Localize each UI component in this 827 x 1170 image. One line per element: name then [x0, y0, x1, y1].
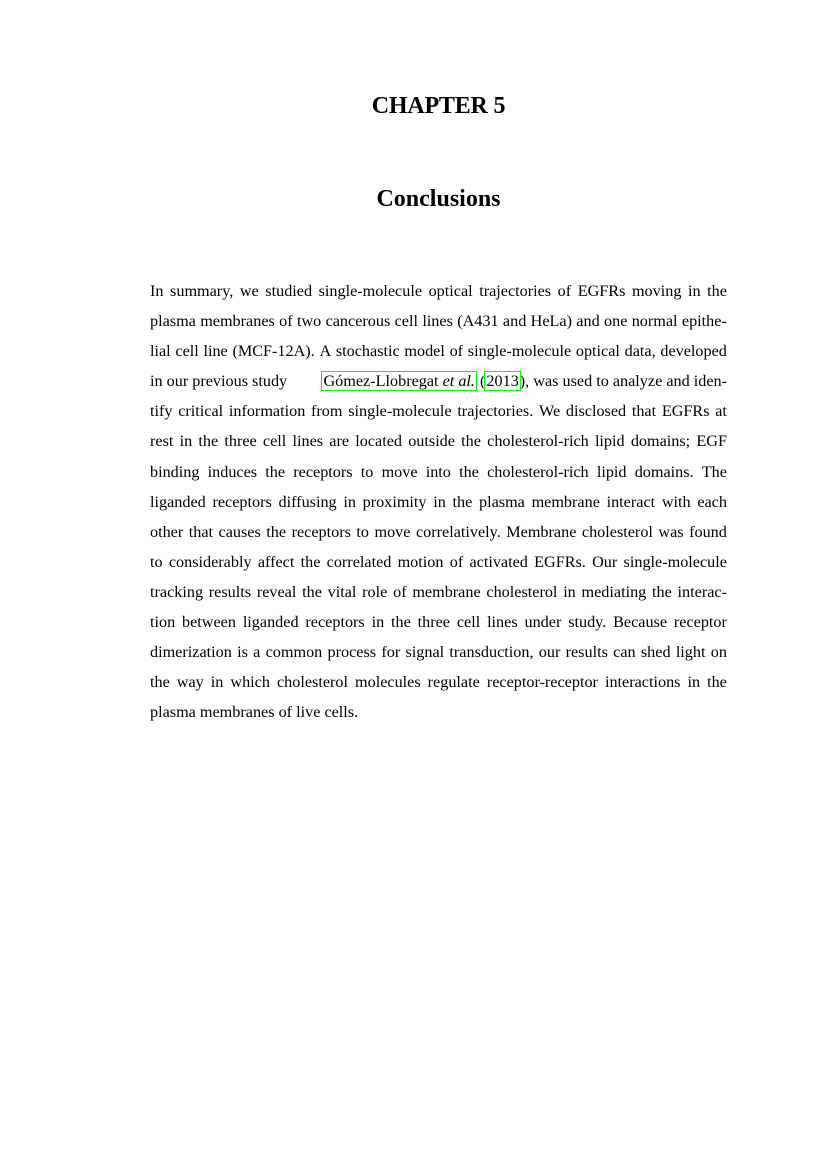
paragraph-line-citation: in our previous study Gómez-Llobregat et al. (2013), was used to analyze and iden-	[150, 369, 727, 399]
paragraph-line: other that causes the receptors to move correlatively. Membrane cholesterol was found	[150, 522, 727, 541]
paragraph-line: lial cell line (MCF-12A). A stochastic model of single-molecule optical data, developed	[150, 342, 727, 361]
paragraph-line: In summary, we studied single-molecule optical trajectories of EGFRs moving in the	[150, 282, 727, 300]
paragraph-line: binding induces the receptors to move into the cholesterol-rich lipid domains. The	[150, 462, 727, 481]
paragraph-line: to considerably affect the correlated motion of activated EGFRs. Our single-molecule	[150, 552, 727, 571]
chapter-title: Conclusions	[376, 186, 501, 212]
paragraph-line-last: plasma membranes of live cells.	[150, 703, 359, 722]
paragraph-line: tify critical information from single-molecule trajectories. We disclosed that EGFRs at	[150, 402, 727, 421]
citation-link-author[interactable]: Gómez-Llobregat et al.	[323, 372, 475, 391]
paragraph-line: plasma membranes of two cancerous cell lines (A431 and HeLa) and one normal epithe-	[150, 312, 727, 331]
paragraph-line: liganded receptors diffusing in proximity in the plasma membrane interact with each	[150, 492, 727, 511]
citation-link-year[interactable]: 2013	[486, 372, 519, 391]
citation-prefix: in our previous study	[150, 372, 288, 391]
citation-suffix: ), was used to analyze and iden-	[519, 372, 727, 391]
paragraph-line: tracking results reveal the vital role of membrane cholesterol in mediating the interac-	[150, 582, 727, 601]
paragraph-line: rest in the three cell lines are located outside the cholesterol-rich lipid domains; EGF	[150, 432, 727, 451]
paragraph-line: tion between liganded receptors in the three cell lines under study. Because receptor	[150, 613, 727, 632]
conclusions-paragraph	[150, 279, 727, 730]
paragraph-line: dimerization is a common process for signal transduction, our results can shed light on	[150, 643, 727, 662]
chapter-label: CHAPTER 5	[371, 93, 506, 119]
paragraph-line: the way in which cholesterol molecules regulate receptor-receptor interactions in the	[150, 673, 727, 692]
